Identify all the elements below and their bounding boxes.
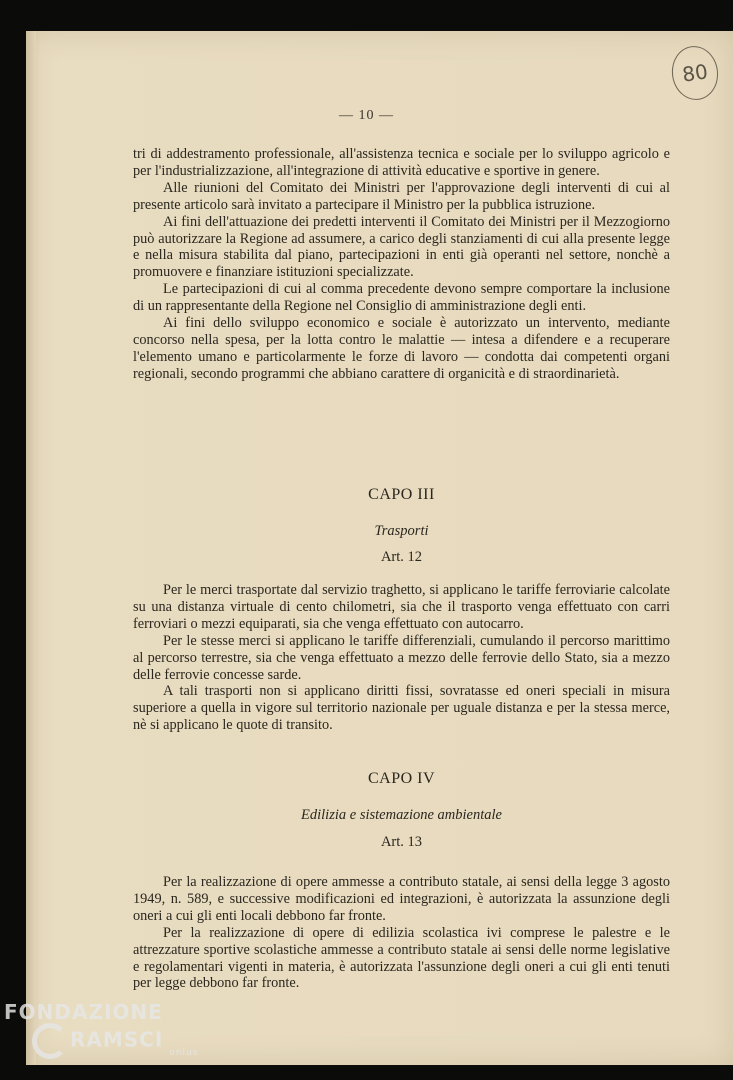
watermark-line2: RAMSCI xyxy=(70,1027,164,1052)
paragraph: Per la realizzazione di opere ammesse a contributo statale, ai sensi della legge 3 agosto 1949, n. 589, e successive modificazioni ed integrazioni, è autorizzata la assunzione degli oneri a cui gli enti locali debbono far fronte. xyxy=(133,874,670,924)
text-block-capo4 xyxy=(133,874,670,992)
paragraph: Alle riunioni del Comitato dei Ministri per l'approvazione degli interventi di cui al presente articolo sarà invitato a partecipare il Ministro per la pubblica istruzione. xyxy=(133,179,670,213)
paragraph: Le partecipazioni di cui al comma precedente devono sempre comportare la inclusione di un rappresentante della Regione nel Consiglio di amministrazione degli enti. xyxy=(133,281,670,315)
text-block-capo3 xyxy=(133,582,670,734)
paragraph: Per le stesse merci si applicano le tariffe differenziali, cumulando il percorso marittimo al percorso terrestre, sia che venga effettuato a mezzo delle ferrovie dello Stato, sia a mezzo delle ferrovie concesse sarde. xyxy=(133,632,670,683)
paragraph: tri di addestramento professionale, all'assistenza tecnica e sociale per lo sviluppo agricolo e per l'industrializzazione, all'integrazione di attività educative e sportive in genere. xyxy=(133,146,670,179)
page-binding-edge xyxy=(26,31,36,1065)
paragraph: Per la realizzazione di opere di edilizia scolastica ivi comprese le palestre e le attrezzature sportive scolastiche ammesse a contributo statale ai sensi delle norme legislative e regolamentari vigenti in materia, è autorizzata l'assunzione degli oneri a cui gli enti tenuti per legge debbono far fronte. xyxy=(133,924,670,992)
watermark-line1: FONDAZIONE xyxy=(4,1000,163,1024)
archive-number-stamp: 80 xyxy=(668,43,721,103)
chapter-subtitle: Edilizia e sistemazione ambientale xyxy=(301,807,502,823)
article-heading: Art. 13 xyxy=(380,834,423,850)
paragraph: Ai fini dell'attuazione dei predetti interventi il Comitato dei Ministri per il Mezzogiorno può autorizzare la Regione ad assumere, a carico degli stanziamenti di cui alla presente legge e nella misura stabilita dal piano, partecipazioni in enti già operanti nel settore, nonchè a promuovere e finanziare istituzioni specializzate. xyxy=(133,213,670,281)
text-block-1 xyxy=(133,146,670,383)
fondazione-gramsci-watermark xyxy=(4,1001,198,1064)
chapter-heading: CAPO IV xyxy=(367,770,436,787)
page-number: — 10 — xyxy=(339,108,394,123)
gramsci-g-logo-icon xyxy=(32,1023,68,1059)
paragraph: Ai fini dello sviluppo economico e sociale è autorizzato un intervento, mediante concorso nella spesa, per la lotta contro le malattie — intesa a difendere e a recuperare l'elemento umano e particolarmente le forze di lavoro — condotta dai competenti organi regionali, secondo programmi che abbiano carattere di organicità e di straordinarietà. xyxy=(133,315,670,382)
article-heading: Art. 12 xyxy=(380,549,423,565)
chapter-heading: CAPO III xyxy=(368,486,435,503)
paragraph: A tali trasporti non si applicano diritti fissi, sovratasse ed oneri speciali in misura superiore a quella in vigore sul territorio nazionale per uguale distanza e per la stessa merce, nè si applicano le quote di transito. xyxy=(133,683,670,734)
paragraph: Per le merci trasportate dal servizio traghetto, si applicano le tariffe ferroviarie calcolate su una distanza virtuale di cento chilometri, sia che il trasporto venga effettuato con carri ferroviari o mezzi equiparati, sia che venga effettuato con autocarro. xyxy=(133,582,670,632)
watermark-suffix: onlus xyxy=(169,1047,199,1058)
chapter-subtitle: Trasporti xyxy=(374,523,429,539)
